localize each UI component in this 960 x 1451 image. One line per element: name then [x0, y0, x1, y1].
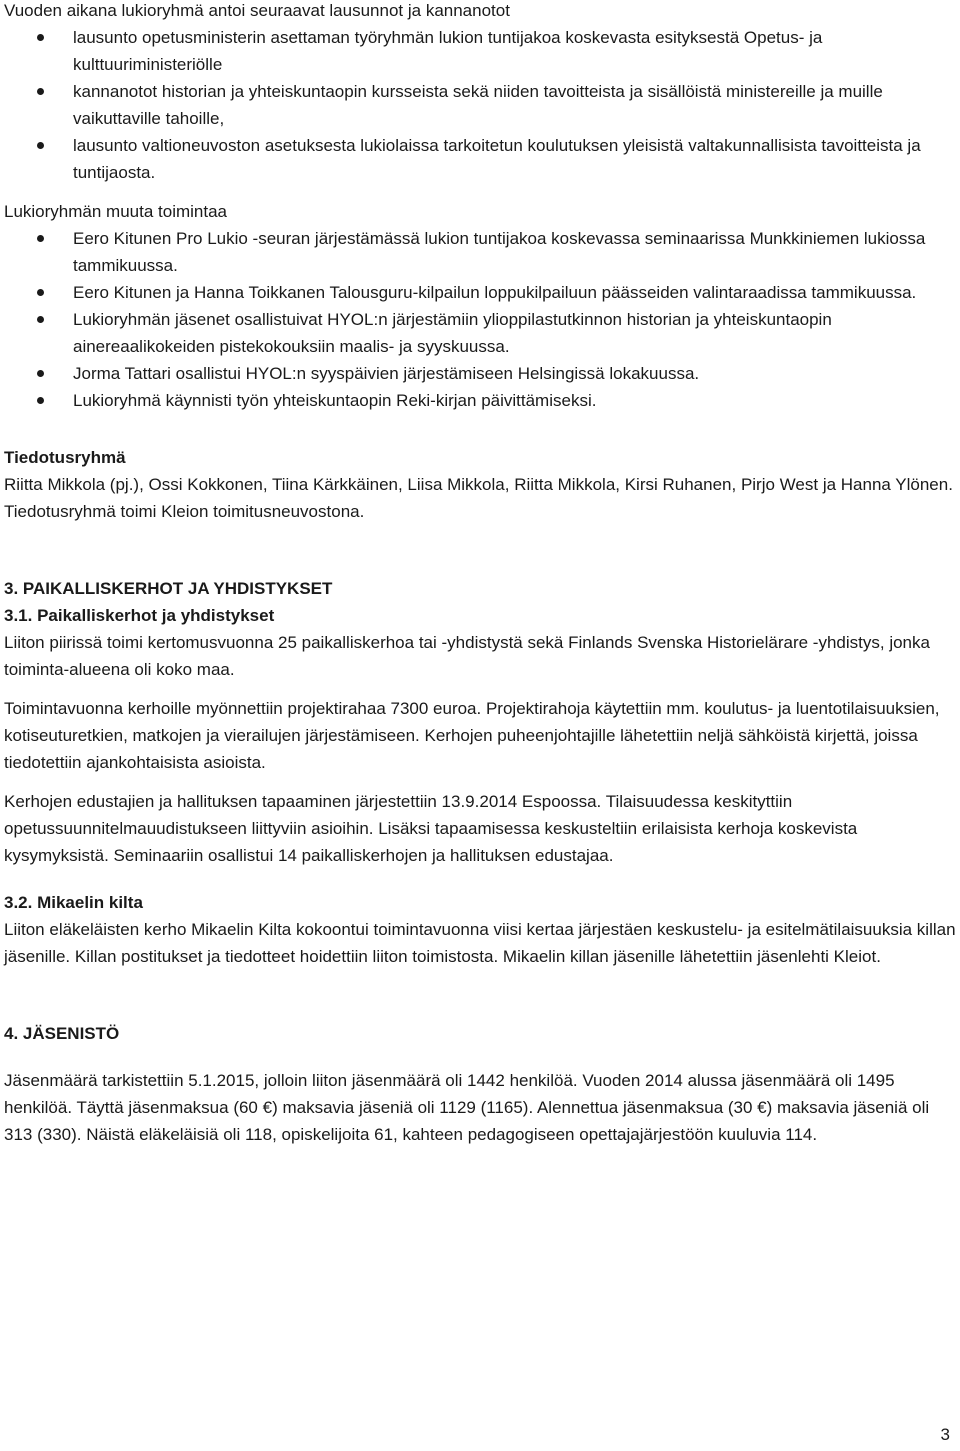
lukioryhma-other-heading: Lukioryhmän muuta toimintaa: [4, 202, 228, 221]
section-3-2-paragraph: Liiton eläkeläisten kerho Mikaelin Kilta kokoontui toimintavuonna viisi kertaa järjestäen keskustelu- ja esitelmätilaisuuksia killan jäsenille. Killan postitukset ja tiedotteet hoidettiin liiton toimistosta. Mikaelin killan jäsenille lähetettiin jäsenlehti Kleiot.: [4, 920, 956, 966]
bullet-icon: [37, 142, 44, 149]
section-3-1-paragraph-2: Toimintavuonna kerhoille myönnettiin projektirahaa 7300 euroa. Projektirahoja käytettiin mm. koulutus- ja luentotilaisuuksien, kotiseuturetkien, matkojen ja vierailujen järjestämiseen. Kerhojen puheenjohtajille lähetettiin neljä sähköistä kirjettä, joissa tiedotettiin ajankohtaisista asioista.: [4, 699, 940, 772]
tiedotusryhma-text: Riitta Mikkola (pj.), Ossi Kokkonen, Tiina Kärkkäinen, Liisa Mikkola, Riitta Mikkola, Kirsi Ruhanen, Pirjo West ja Hanna Ylönen. Tiedotusryhmä toimi Kleion toimitusneuvostona.: [4, 475, 953, 521]
lukioryhma-statements-list: [4, 24, 956, 186]
list-item: Eero Kitunen Pro Lukio -seuran järjestämässä lukion tuntijakoa koskevassa seminaarissa Munkkiniemen lukiossa tammikuussa.: [4, 225, 956, 279]
lukioryhma-other-list: [4, 225, 956, 414]
list-item: kannanotot historian ja yhteiskuntaopin kursseista sekä niiden tavoitteista ja sisällöistä ministereille ja muille vaikuttaville tahoille,: [4, 78, 956, 132]
tiedotusryhma-heading: Tiedotusryhmä: [4, 448, 126, 467]
bullet-icon: [37, 235, 44, 242]
section-4-paragraph: Jäsenmäärä tarkistettiin 5.1.2015, jolloin liiton jäsenmäärä oli 1442 henkilöä. Vuoden 2014 alussa jäsenmäärä oli 1495 henkilöä. Täyttä jäsenmaksua (60 €) maksavia jäseniä oli 1129 (1165). Alennettua jäsenmaksua (30 €) maksavia jäseniä oli 313 (330). Näistä eläkeläisiä oli 118, opiskelijoita 61, kahteen pedagogiseen opettajajärjestöön kuuluvia 114.: [4, 1071, 930, 1144]
bullet-icon: [37, 88, 44, 95]
section-3-2-heading: 3.2. Mikaelin kilta: [4, 893, 143, 912]
section-3-heading: 3. PAIKALLISKERHOT JA YHDISTYKSET: [4, 579, 333, 598]
bullet-icon: [37, 370, 44, 377]
bullet-icon: [37, 397, 44, 404]
list-item: Eero Kitunen ja Hanna Toikkanen Talousguru-kilpailun loppukilpailuun päässeiden valintaraadissa tammikuussa.: [4, 279, 956, 306]
page-number: 3: [940, 1425, 950, 1444]
list-item: lausunto valtioneuvoston asetuksesta lukiolaissa tarkoitetun koulutuksen yleisistä valtakunnallisista tavoitteista ja tuntijaosta.: [4, 132, 956, 186]
bullet-icon: [37, 289, 44, 296]
lukioryhma-statements-intro: Vuoden aikana lukioryhmä antoi seuraavat lausunnot ja kannanotot: [4, 1, 510, 20]
list-item: Jorma Tattari osallistui HYOL:n syyspäivien järjestämiseen Helsingissä lokakuussa.: [4, 360, 956, 387]
section-3-1-paragraph-3: Kerhojen edustajien ja hallituksen tapaaminen järjestettiin 13.9.2014 Espoossa. Tilaisuudessa keskityttiin opetussuunnitelmauudistukseen liittyviin asioihin. Lisäksi tapaamisessa keskusteltiin erilaisista kerhoja koskevista kysymyksistä. Seminaariin osallistui 14 paikalliskerhojen ja hallituksen edustajaa.: [4, 792, 858, 865]
section-4-heading: 4. JÄSENISTÖ: [4, 1024, 120, 1043]
section-3-1-heading: 3.1. Paikalliskerhot ja yhdistykset: [4, 606, 275, 625]
list-item: Lukioryhmän jäsenet osallistuivat HYOL:n järjestämiin ylioppilastutkinnon historian ja yhteiskuntaopin ainereaalikokeiden pistekokouksiin maalis- ja syyskuussa.: [4, 306, 956, 360]
bullet-icon: [37, 34, 44, 41]
list-item: Lukioryhmä käynnisti työn yhteiskuntaopin Reki-kirjan päivittämiseksi.: [4, 387, 956, 414]
document-page: [4, 0, 956, 1148]
bullet-icon: [37, 316, 44, 323]
list-item: lausunto opetusministerin asettaman työryhmän lukion tuntijakoa koskevasta esityksestä Opetus- ja kulttuuriministeriölle: [4, 24, 956, 78]
section-3-1-paragraph-1: Liiton piirissä toimi kertomusvuonna 25 paikalliskerhoa tai -yhdistystä sekä Finlands Svenska Historielärare -yhdistys, jonka toiminta-alueena oli koko maa.: [4, 633, 930, 679]
